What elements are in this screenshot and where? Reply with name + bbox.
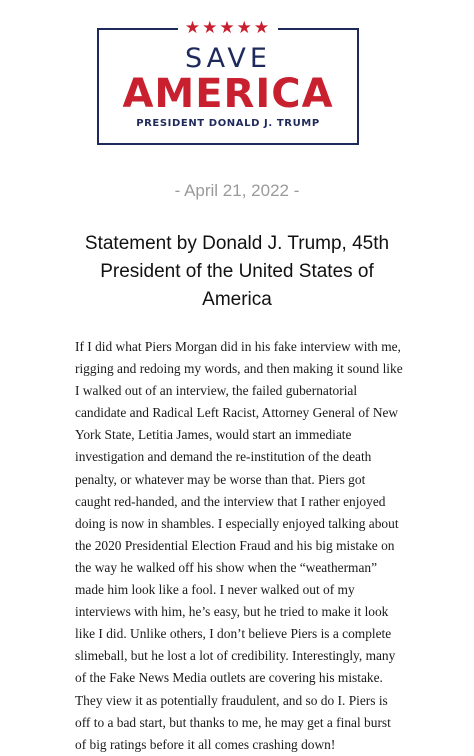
- stars-icon: ★★★★★: [178, 17, 278, 39]
- logo-president-text: PRESIDENT DONALD J. TRUMP: [136, 118, 320, 129]
- logo-save-text: SAVE: [185, 43, 271, 74]
- statement-date: - April 21, 2022 -: [174, 181, 300, 200]
- statement-title: Statement by Donald J. Trump, 45th President of the United States of America: [84, 233, 390, 310]
- save-america-logo: [97, 17, 359, 145]
- logo-america-text: AMERICA: [122, 71, 334, 117]
- statement-body: If I did what Piers Morgan did in his fake interview with me, rigging and redoing my words, and then making it sound like I walked out of an interview, the failed gubernatorial candidate and Radical Left Racist, Attorney General of New York State, Letitia James, would start an immediate investigation and demand the re-institution of the death penalty, or whatever may be worse than that. Piers got caught red-handed, and the interview that I rather enjoyed doing is now in shambles. I especially enjoyed talking about the 2020 Presidential Election Fraud and his big mistake on the way he walked off his show when the “weatherman” made him look like a fool. I never walked out of my interviews with him, he’s easy, but he tried to make it look like I did. Unlike others, I don’t believe Piers is a complete slimeball, but he lost a lot of credibility. Interestingly, many of the Fake News Media outlets are covering his mistake. They view it as potentially fraudulent, and so do I. Piers is off to a bad start, but thanks to me, he may get a final burst of big ratings before it all comes crashing down!: [75, 339, 403, 752]
